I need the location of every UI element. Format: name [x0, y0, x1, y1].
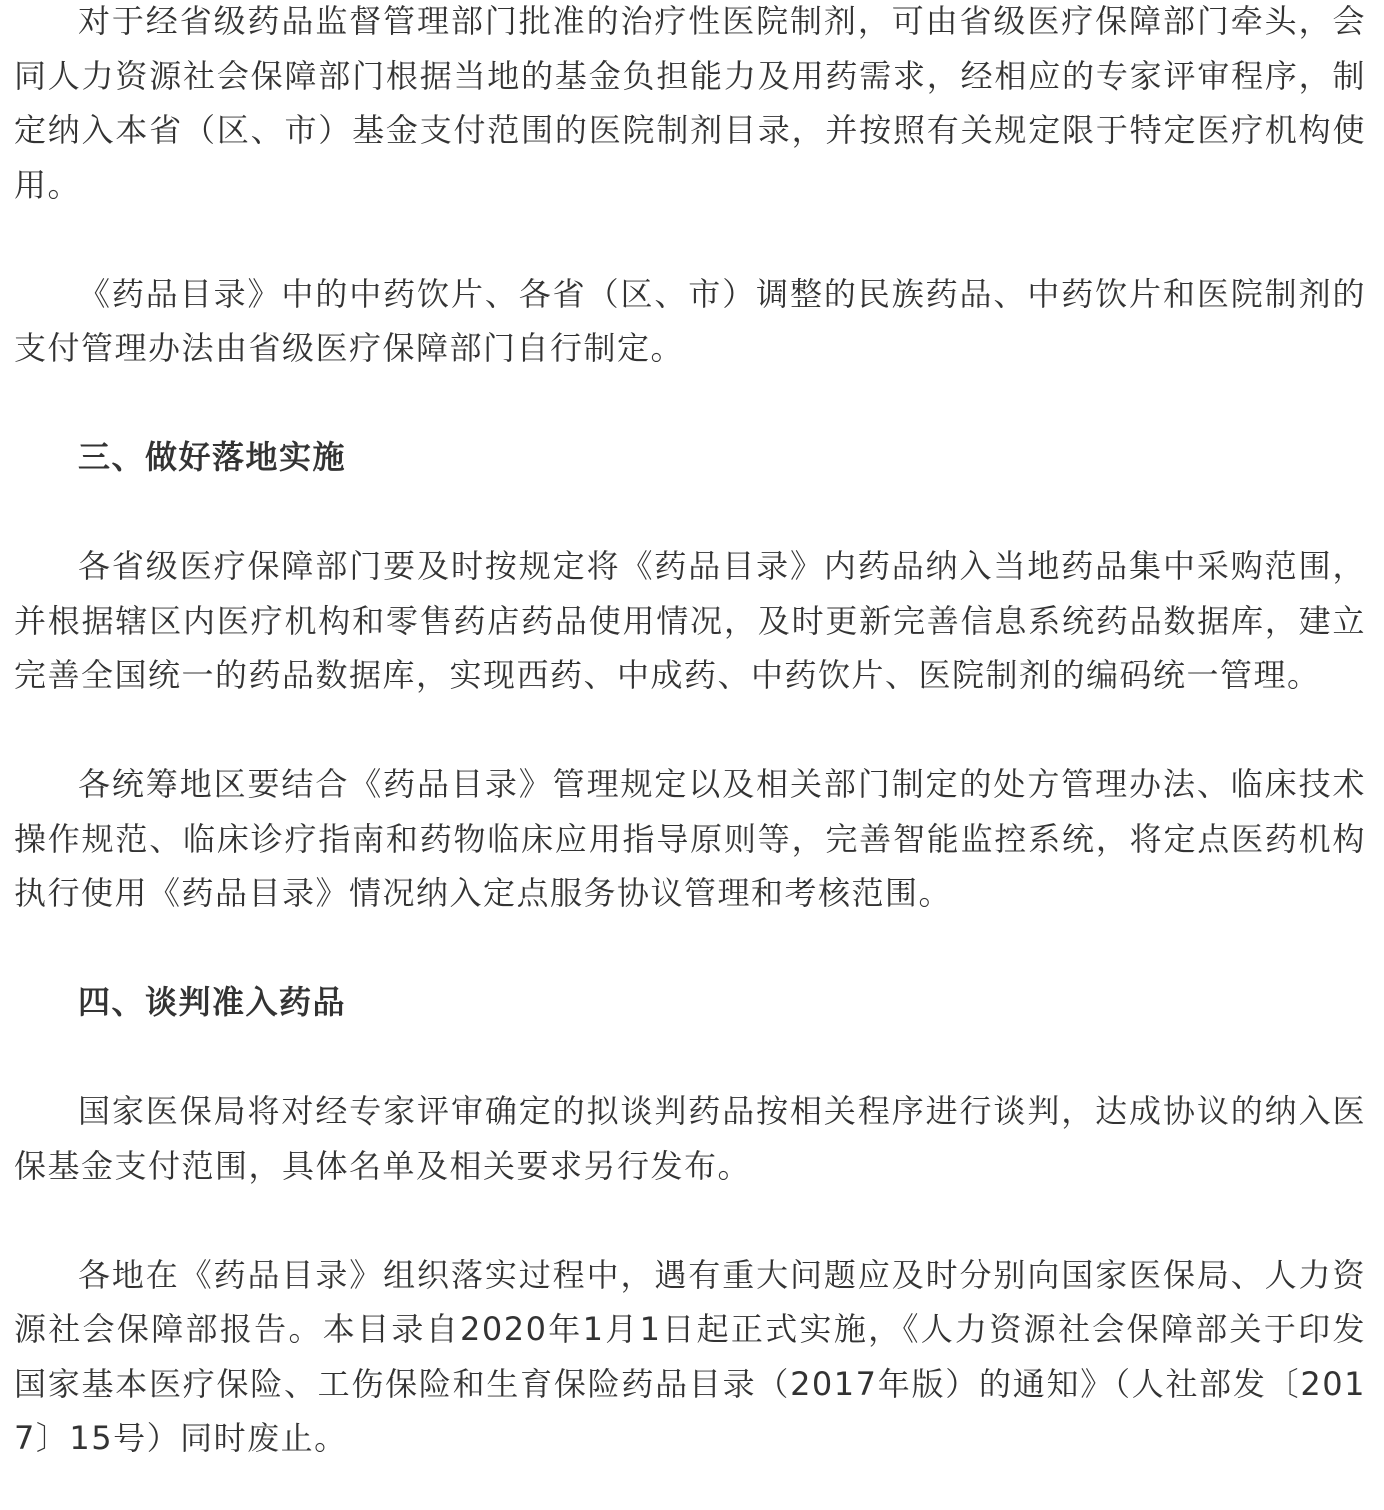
paragraph-spacer: [14, 212, 1366, 267]
paragraph-spacer: [14, 703, 1366, 758]
paragraph-effective-date: 各地在《药品目录》组织落实过程中，遇有重大问题应及时分别向国家医保局、人力资源社会保障部报告。本目录自2020年1月1日起正式实施，《人力资源社会保障部关于印发国家基本医疗保险、工伤保险和生育保险药品目录（2017年版）的通知》（人社部发〔2017〕15号）同时废止。: [14, 1255, 1366, 1457]
paragraph-spacer: [14, 1030, 1366, 1085]
paragraph-spacer: [14, 921, 1366, 976]
paragraph-spacer: [14, 1193, 1366, 1248]
paragraph-payment-management: 《药品目录》中的中药饮片、各省（区、市）调整的民族药品、中药饮片和医院制剂的支付管理办法由省级医疗保障部门自行制定。: [14, 274, 1366, 367]
section-heading-negotiated-drugs: 四、谈判准入药品: [78, 983, 347, 1021]
paragraph-spacer: [14, 376, 1366, 431]
paragraph-spacer: [14, 485, 1366, 540]
article-body: [14, 0, 1366, 1466]
section-heading-implementation: 三、做好落地实施: [78, 438, 347, 476]
paragraph-procurement-database: 各省级医疗保障部门要及时按规定将《药品目录》内药品纳入当地药品集中采购范围，并根据辖区内医疗机构和零售药店药品使用情况，及时更新完善信息系统药品数据库，建立完善全国统一的药品数据库，实现西药、中成药、中药饮片、医院制剂的编码统一管理。: [14, 547, 1366, 694]
paragraph-negotiation: 国家医保局将对经专家评审确定的拟谈判药品按相关程序进行谈判，达成协议的纳入医保基金支付范围，具体名单及相关要求另行发布。: [14, 1092, 1366, 1185]
paragraph-smart-monitoring: 各统筹地区要结合《药品目录》管理规定以及相关部门制定的处方管理办法、临床技术操作规范、临床诊疗指南和药物临床应用指导原则等，完善智能监控系统，将定点医药机构执行使用《药品目录》情况纳入定点服务协议管理和考核范围。: [14, 765, 1366, 912]
paragraph-hospital-preparations: 对于经省级药品监督管理部门批准的治疗性医院制剂，可由省级医疗保障部门牵头，会同人力资源社会保障部门根据当地的基金负担能力及用药需求，经相应的专家评审程序，制定纳入本省（区、市）基金支付范围的医院制剂目录，并按照有关规定限于特定医疗机构使用。: [14, 2, 1366, 204]
